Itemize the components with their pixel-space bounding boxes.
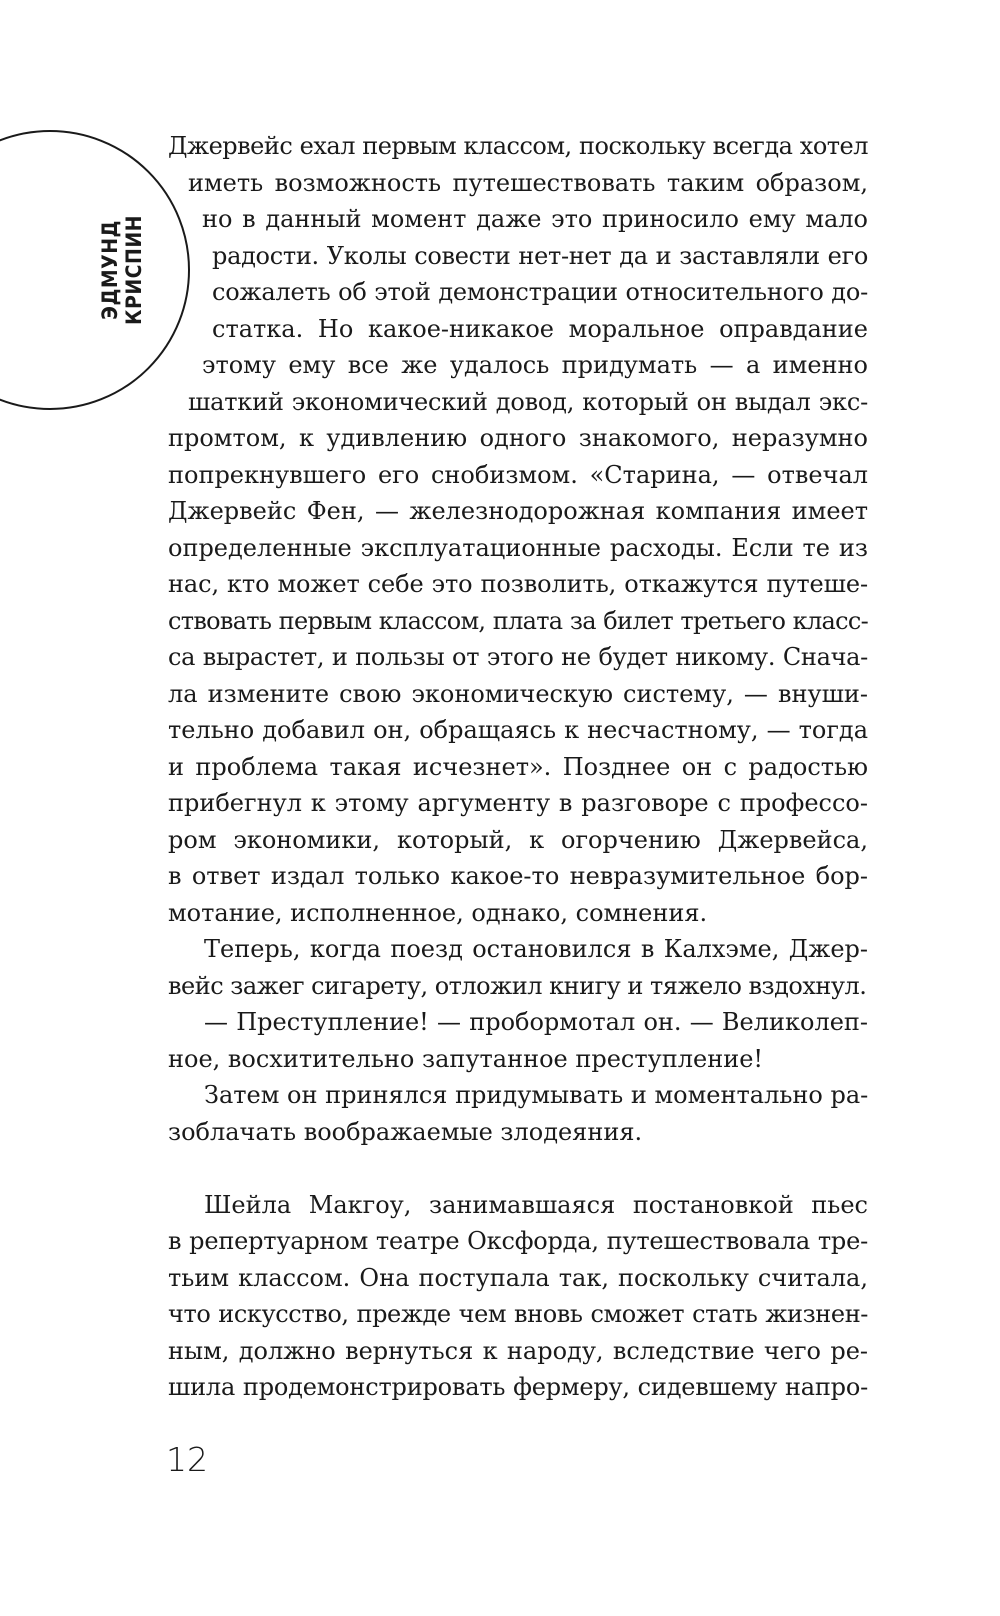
text-line: Теперь, когда поезд остановился в Калхэме, Джер-	[204, 935, 868, 963]
text-line: радости. Уколы совести нет-нет да и заставляли его	[212, 241, 868, 270]
text-line: промтом, к удивлению одного знакомого, неразумно	[168, 424, 868, 452]
text-line: ное, восхитительно запутанное преступление!	[168, 1044, 764, 1073]
page-number: 12	[166, 1440, 208, 1479]
text-line: ствовать первым классом, плата за билет третьего класс-	[168, 606, 868, 635]
text-line: Шейла Макгоу, занимавшаяся постановкой пьес	[204, 1190, 868, 1219]
text-line: Джервейс Фен, — железнодорожная компания имеет	[168, 497, 868, 525]
text-line: зоблачать воображаемые злодеяния.	[168, 1117, 643, 1146]
text-line: ным, должно вернуться к народу, вследствие чего ре-	[168, 1336, 868, 1365]
author-tab-circle	[0, 130, 190, 410]
text-line: Затем он принялся придумывать и моментально ра-	[204, 1081, 868, 1109]
text-line: шаткий экономический довод, который он выдал экс-	[188, 387, 868, 416]
text-line: сожалеть об этой демонстрации относительного до-	[212, 278, 868, 306]
text-line: определенные эксплуатационные расходы. Если те из	[168, 533, 868, 562]
text-line: Джервейс ехал первым классом, поскольку всегда хотел	[168, 132, 868, 160]
paragraph-gap	[168, 1150, 868, 1187]
text-line: попрекнувшего его снобизмом. «Старина, — отвечал	[168, 460, 868, 489]
author-first-name: ЭДМУНД	[97, 220, 122, 320]
text-line: ла измените свою экономическую систему, — внуши-	[168, 679, 868, 708]
body-text	[168, 128, 868, 1406]
text-line: статка. Но какое-никакое моральное оправдание	[212, 314, 868, 343]
text-line: — Преступление! — пробормотал он. — Великолеп-	[204, 1008, 868, 1036]
text-line: прибегнул к этому аргументу в разговоре с профессо-	[168, 789, 868, 817]
text-line: и проблема такая исчезнет». Позднее он с радостью	[168, 752, 868, 781]
text-line: тельно добавил он, обращаясь к несчастному, — тогда	[168, 716, 868, 744]
text-line: в ответ издал только какое-то невразумительное бор-	[168, 862, 868, 890]
text-line: нас, кто может себе это позволить, откажутся путеше-	[168, 570, 868, 598]
author-name-label	[98, 215, 146, 325]
text-line: в репертуарном театре Оксфорда, путешествовала тре-	[168, 1227, 868, 1255]
text-line: тьим классом. Она поступала так, поскольку считала,	[168, 1263, 868, 1292]
text-line: иметь возможность путешествовать таким образом,	[188, 168, 868, 197]
text-line: мотание, исполненное, однако, сомнения.	[168, 898, 708, 927]
text-line: но в данный момент даже это приносило ему мало	[202, 205, 868, 233]
text-line: ром экономики, который, к огорчению Джервейса,	[168, 825, 868, 854]
text-line: этому ему все же удалось придумать — а именно	[202, 351, 868, 379]
text-line: шила продемонстрировать фермеру, сидевшему напро-	[168, 1373, 868, 1401]
author-last-name: КРИСПИН	[122, 215, 146, 325]
text-line: са вырастет, и пользы от этого не будет никому. Снача-	[168, 643, 868, 671]
text-line: что искусство, прежде чем вновь сможет стать жизнен-	[168, 1300, 868, 1328]
text-line: вейс зажег сигарету, отложил книгу и тяжело вздохнул.	[168, 971, 867, 1000]
